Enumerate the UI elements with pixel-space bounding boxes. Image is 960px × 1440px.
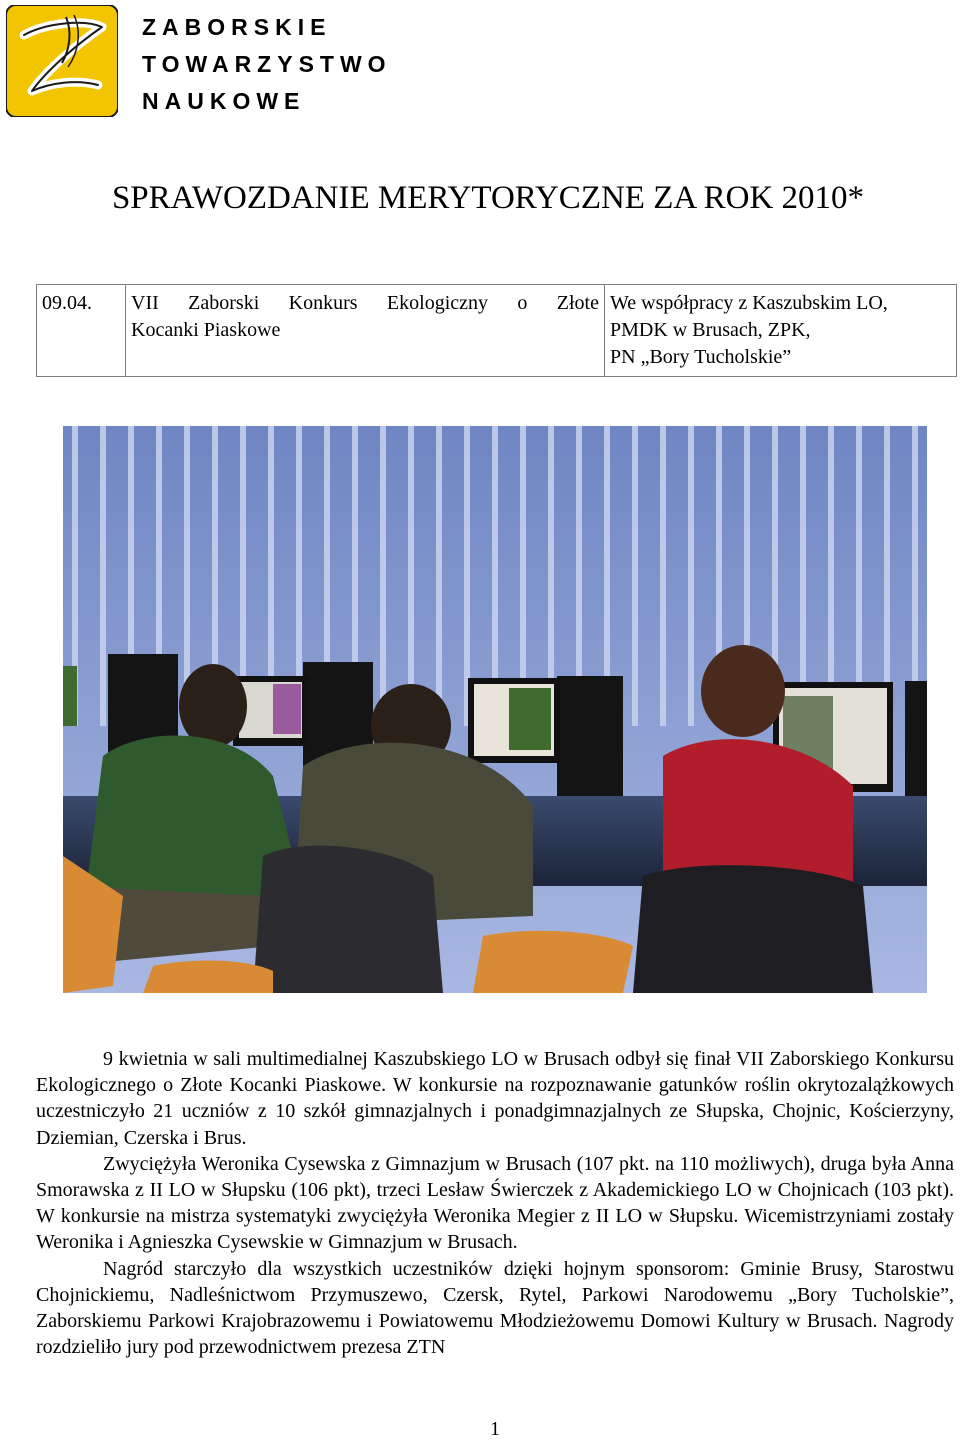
competition-photo [63,426,927,993]
event-date: 09.04. [37,285,126,377]
table-row [37,285,957,377]
logo-line-3: NAUKOWE [142,88,306,114]
event-name-line-2: Kocanki Piaskowe [131,319,281,341]
event-table [36,284,957,377]
paragraph-2: Zwyciężyła Weronika Cysewska z Gimnazjum w Brusach (107 pkt. na 110 możliwych), druga była Anna Smorawska z II LO w Słupsku (106 pkt), trzeci Lesław Świerczek z Akademickiego LO w Chojnicach (103 pkt). W konkursie na mistrza systematyki zwyciężyła Weronika Megier z II LO w Słupsku. Wicemistrzyniami zostały Weronika i Agnieszka Cysewskie w Gimnazjum w Brusach. [36,1152,954,1254]
logo-line-1: ZABORSKIE [142,14,332,40]
partners-line-3: PN „Bory Tucholskie” [610,346,792,368]
report-body [36,1046,954,1360]
society-logo [6,5,392,120]
paragraph-3: Nagród starczyło dla wszystkich uczestników dzięki hojnym sponsorom: Gminie Brusy, Starostwu Chojnickiemu, Nadleśnictwom Przymuszewo, Czersk, Rytel, Parkowi Narodowemu „Bory Tucholskie”, Zaborskiemu Parkowi Krajobrazowemu i Powiatowemu Młodzieżowemu Domowi Kultury w Brusach. Nagrody rozdzieliło jury pod przewodnictwem prezesa ZTN [36,1257,954,1359]
report-title: SPRAWOZDANIE MERYTORYCZNE ZA ROK 2010* [111,180,865,216]
logo-line-2: TOWARZYSTWO [142,51,392,77]
paragraph-1: 9 kwietnia w sali multimedialnej Kaszubskiego LO w Brusach odbył się finał VII Zaborskiego Konkursu Ekologicznego o Złote Kocanki Piaskowe. W konkursie na rozpoznawanie gatunków roślin okrytozalążkowych uczestniczyło 21 uczniów z 10 szkół gimnazjalnych i ponadgimnazjalnych ze Słupska, Chojnic, Kościerzyny, Dziemian, Czerska i Brus. [36,1048,954,1149]
event-name-cell [126,285,605,377]
page-number: 1 [490,1418,500,1440]
logo-emblem [6,5,118,117]
event-name-line-1: VII Zaborski Konkurs Ekologiczny o Złote [131,292,599,314]
partners-line-2: PMDK w Brusach, ZPK, [610,319,811,341]
event-partners-cell [605,285,957,377]
partners-line-1: We współpracy z Kaszubskim LO, [610,292,888,314]
